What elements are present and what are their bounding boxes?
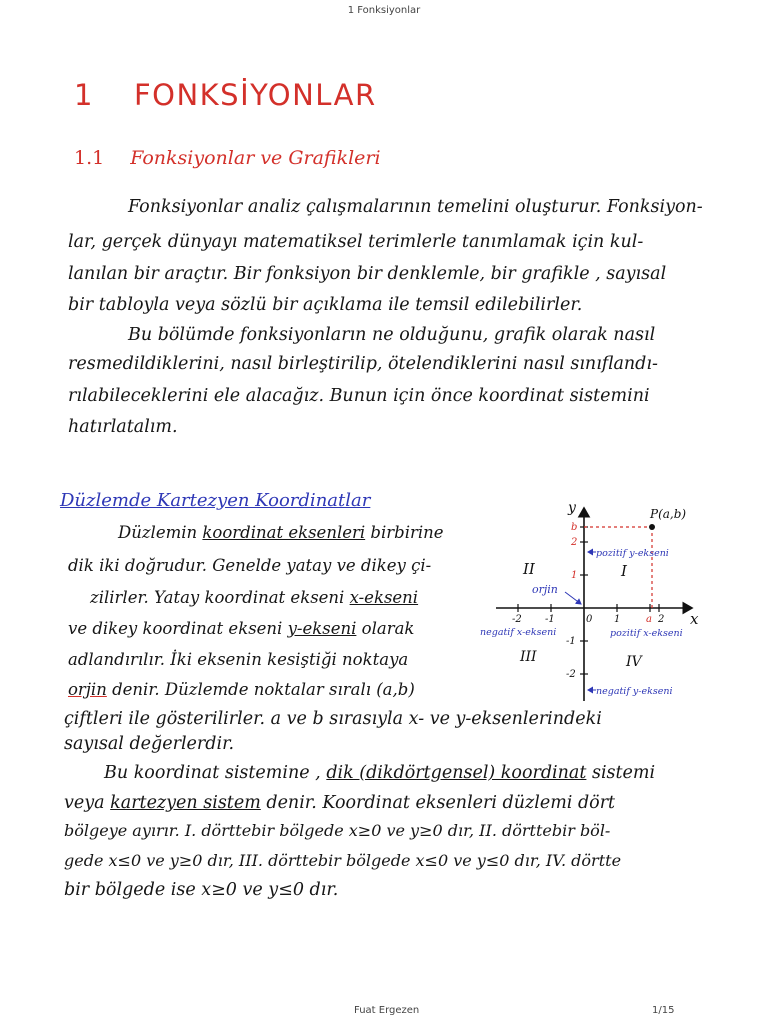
paragraph-line <box>90 588 418 607</box>
paragraph-line <box>68 619 414 638</box>
paragraph-line: hatırlatalım. <box>68 417 178 437</box>
y-axis-label: y <box>568 500 576 516</box>
text-run: denir. Düzlemde noktalar sıralı (a,b) <box>112 680 415 699</box>
positive-y-axis-label: pozitif y-ekseni <box>596 548 669 559</box>
term-y-ekseni: y-ekseni <box>287 619 357 638</box>
text-run: birbirine <box>370 523 444 542</box>
y-tick-label: b <box>571 522 578 533</box>
subsection-title: Düzlemde Kartezyen Koordinatlar <box>60 490 371 511</box>
paragraph-line <box>64 793 615 813</box>
x-tick-label: 0 <box>586 614 593 625</box>
text-run: Bu koordinat sistemine , <box>104 763 321 783</box>
footer-author: Fuat Ergezen <box>354 1005 420 1016</box>
x-axis-label: x <box>690 610 699 628</box>
paragraph-line <box>68 680 415 699</box>
section-title <box>74 147 381 169</box>
chapter-title <box>74 78 377 112</box>
y-tick-label: 1 <box>571 570 578 581</box>
paragraph-line: rılabileceklerini ele alacağız. Bunun için önce koordinat sistemini <box>68 386 650 406</box>
x-tick-label: a <box>646 614 652 625</box>
x-tick-label: -1 <box>545 614 555 625</box>
paragraph-line: çiftleri ile gösterilirler. a ve b sırasıyla x- ve y-eksenlerindeki <box>64 709 602 729</box>
chapter-number: 1 <box>74 78 94 112</box>
paragraph-line: dik iki doğrudur. Genelde yatay ve dikey çi- <box>68 556 432 575</box>
paragraph-line: resmedildiklerini, nasıl birleştirilip, ötelendiklerini nasıl sınıflandı- <box>68 354 658 374</box>
paragraph-line: bir tabloyla veya sözlü bir açıklama ile temsil edilebilirler. <box>68 295 583 315</box>
cartesian-diagram <box>478 496 728 706</box>
term-kartezyen-sistem: kartezyen sistem <box>110 793 261 813</box>
quadrant-i: I <box>621 562 627 580</box>
text-run: sistemi <box>591 763 656 783</box>
y-tick-label: -2 <box>566 669 576 680</box>
document-header: 1 Fonksiyonlar <box>347 5 421 16</box>
footer-page-number: 1/15 <box>652 1005 675 1016</box>
paragraph-line: adlandırılır. İki eksenin kesiştiği noktaya <box>68 650 409 669</box>
origin-label: orjin <box>532 583 558 596</box>
x-tick-label: -2 <box>512 614 522 625</box>
paragraph-line: bir bölgede ise x≥0 ve y≤0 dır. <box>64 880 339 900</box>
y-tick-label: -1 <box>566 636 576 647</box>
y-tick-label: 2 <box>571 537 578 548</box>
section-title-text: Fonksiyonlar ve Grafikleri <box>130 147 381 169</box>
term-orjin: orjin <box>68 680 107 699</box>
paragraph-line: Fonksiyonlar analiz çalışmalarının temelini oluşturur. Fonksiyon- <box>128 197 703 217</box>
point-p <box>649 524 655 530</box>
text-run: ve dikey koordinat ekseni <box>68 619 283 638</box>
quadrant-iii: III <box>520 649 537 665</box>
quadrant-ii: II <box>523 560 535 578</box>
point-p-label: P(a,b) <box>650 507 687 521</box>
text-run: veya <box>64 793 105 813</box>
paragraph-line: lar, gerçek dünyayı matematiksel terimlerle tanımlamak için kul- <box>68 232 644 252</box>
negative-x-axis-label: negatif x-ekseni <box>480 627 557 638</box>
paragraph-line: Bu bölümde fonksiyonların ne olduğunu, grafik olarak nasıl <box>128 325 656 345</box>
paragraph-line: gede x≤0 ve y≥0 dır, III. dörttebir bölgede x≤0 ve y≤0 dır, IV. dörtte <box>64 851 622 870</box>
term-koordinat-eksenleri: koordinat eksenleri <box>202 523 366 542</box>
term-x-ekseni: x-ekseni <box>349 588 419 607</box>
x-tick-label: 1 <box>614 614 621 625</box>
section-number: 1.1 <box>74 147 105 169</box>
paragraph-line: bölgeye ayırır. I. dörttebir bölgede x≥0 ve y≥0 dır, II. dörttebir böl- <box>64 821 611 840</box>
paragraph-line <box>118 523 444 542</box>
text-run: zilirler. Yatay koordinat ekseni <box>90 588 345 607</box>
negative-y-axis-label: negatif y-ekseni <box>596 686 673 697</box>
paragraph-line <box>104 763 655 783</box>
term-dik-koordinat: dik (dikdörtgensel) koordinat <box>326 763 587 783</box>
text-run: olarak <box>361 619 415 638</box>
paragraph-line: lanılan bir araçtır. Bir fonksiyon bir denklemle, bir grafikle , sayısal <box>68 264 667 284</box>
x-tick-label: 2 <box>658 614 665 625</box>
quadrant-iv: IV <box>626 654 642 670</box>
positive-x-axis-label: pozitif x-ekseni <box>610 628 683 639</box>
text-run: Düzlemin <box>118 523 198 542</box>
text-run: denir. Koordinat eksenleri düzlemi dört <box>266 793 616 813</box>
chapter-title-text: FONKSİYONLAR <box>133 78 377 112</box>
paragraph-line: sayısal değerlerdir. <box>64 734 235 754</box>
